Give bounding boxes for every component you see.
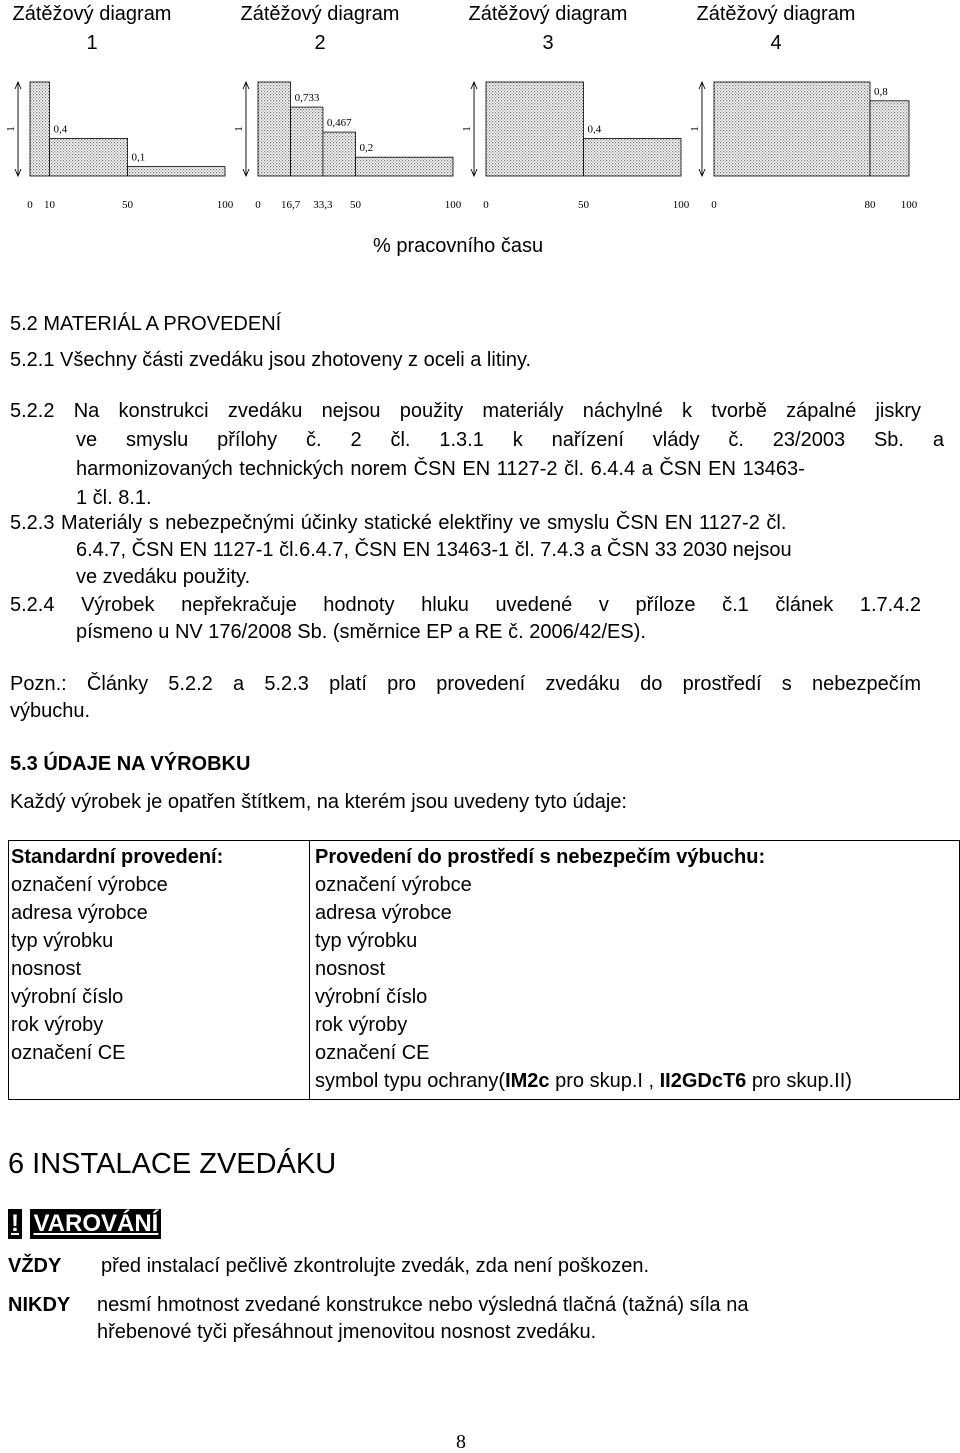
diagram-1-x-tick-label: 50 <box>122 199 133 211</box>
diagram-1-x-tick-label: 0 <box>27 199 33 211</box>
list-item: rok výroby <box>315 1014 408 1036</box>
diagram-2-bar-1 <box>258 82 291 176</box>
list-item: označení výrobce <box>11 874 168 896</box>
diagram-2-x-tick-label: 0 <box>255 199 261 211</box>
warning-mark: ! <box>8 1209 22 1239</box>
diagram-2-y-axis-label: 1 <box>233 126 245 132</box>
paragraph-5-2-2-line-2: ve smyslu přílohy č. 2 čl. 1.3.1 k nařízení vlády č. 23/2003 Sb. a <box>76 429 944 451</box>
list-item: výrobní číslo <box>11 986 124 1008</box>
list-item: označení výrobce <box>315 874 472 896</box>
list-item: výrobní číslo <box>315 986 428 1008</box>
diagram-2-value-label: 0,733 <box>294 92 320 105</box>
list-item: adresa výrobce <box>315 902 452 924</box>
paragraph-5-2-4-line-2: písmeno u NV 176/2008 Sb. (směrnice EP a RE č. 2006/42/ES). <box>76 621 646 643</box>
diagram-1-bar-1 <box>30 82 50 176</box>
warning-banner <box>8 1209 161 1239</box>
paragraph-5-2-1: 5.2.1 Všechny části zvedáku jsou zhotoveny z oceli a litiny. <box>10 349 532 371</box>
diagram-3-title: Zátěžový diagram 3 <box>468 3 628 54</box>
diagram-4-bar-2 <box>870 101 909 176</box>
note-line-1: Pozn.: Články 5.2.2 a 5.2.3 platí pro provedení zvedáku do prostředí s nebezpečím <box>10 673 921 695</box>
standard-column <box>9 841 310 1100</box>
paragraph-5-2-3-line-3: ve zvedáku použity. <box>76 566 251 588</box>
diagram-3-x-tick-label: 50 <box>578 199 589 211</box>
list-item: nosnost <box>11 958 82 980</box>
diagram-1-bar-2 <box>50 138 128 176</box>
diagram-2-bar-2 <box>291 107 323 176</box>
explosion-column <box>310 841 960 1100</box>
paragraph-5-2-4-line-1: 5.2.4 Výrobek nepřekračuje hodnoty hluku uvedené v příloze č.1 článek 1.7.4.2 <box>10 594 921 616</box>
diagram-2-x-tick-label: 33,3 <box>313 199 333 211</box>
never-label: NIKDY <box>8 1294 71 1316</box>
section-5-3-intro: Každý výrobek je opatřen štítkem, na kterém jsou uvedeny tyto údaje: <box>10 791 627 813</box>
diagram-2-bar-4 <box>356 157 454 176</box>
diagram-1-title: Zátěžový diagram 1 <box>12 3 172 54</box>
section-5-2-heading: 5.2 MATERIÁL A PROVEDENÍ <box>10 313 282 335</box>
diagram-2-bar-3 <box>323 132 356 176</box>
diagram-4-title: Zátěžový diagram 4 <box>696 3 856 54</box>
diagram-3-value-label: 0,4 <box>587 123 602 136</box>
diagram-4-value-label: 0,8 <box>874 85 888 98</box>
diagram-4-x-tick-label: 100 <box>900 199 918 211</box>
diagram-4-y-axis-label: 1 <box>689 126 701 132</box>
code-ii2gdct6: II2GDcT6 <box>659 1070 747 1092</box>
diagram-2-title: Zátěžový diagram 2 <box>240 3 400 54</box>
diagram-3-bar-2 <box>584 138 682 176</box>
standard-header: Standardní provedení: <box>11 846 224 868</box>
diagram-3-y-axis-label: 1 <box>461 126 473 132</box>
load-diagrams <box>0 64 960 220</box>
diagram-2-x-tick-label: 100 <box>444 199 462 211</box>
explosion-header: Provedení do prostředí s nebezpečím výbuchu: <box>315 846 766 868</box>
diagram-1-value-label: 0,1 <box>131 151 146 164</box>
diagram-1-x-tick-label: 100 <box>216 199 234 211</box>
diagram-1-y-axis-label: 1 <box>5 126 17 132</box>
diagram-2-x-tick-label: 50 <box>350 199 361 211</box>
section-5-3-heading: 5.3 ÚDAJE NA VÝROBKU <box>10 753 251 775</box>
paragraph-5-2-2-line-1: 5.2.2 Na konstrukci zvedáku nejsou použity materiály náchylné k tvorbě zápalné jiskry <box>10 400 921 422</box>
section-6-heading: 6 INSTALACE ZVEDÁKU <box>8 1148 337 1180</box>
list-item: typ výrobku <box>315 930 418 952</box>
diagram-1-bar-3 <box>128 167 226 176</box>
diagram-caption: % pracovního času <box>373 235 544 257</box>
list-item: označení CE <box>315 1042 430 1064</box>
diagram-2-value-label: 0,467 <box>326 117 352 130</box>
diagram-1-x-tick-label: 10 <box>44 199 55 211</box>
list-item: označení CE <box>11 1042 126 1064</box>
diagram-1-value-label: 0,4 <box>53 123 68 136</box>
protection-symbol-line: symbol typu ochrany(IM2c pro skup.I , II2GDcT6 pro skup.II) <box>315 1070 852 1092</box>
diagram-2-value-label: 0,2 <box>359 142 374 155</box>
paragraph-5-2-3-line-1: 5.2.3 Materiály s nebezpečnými účinky statické elektřiny ve smyslu ČSN EN 1127-2 čl. <box>10 512 787 534</box>
paragraph-5-2-2-line-4: 1 čl. 8.1. <box>76 487 152 509</box>
diagram-4-x-tick-label: 80 <box>864 199 876 211</box>
always-text: před instalací pečlivě zkontrolujte zvedák, zda není poškozen. <box>101 1255 650 1277</box>
warning-label: VAROVÁNÍ <box>30 1209 161 1239</box>
diagram-2-x-tick-label: 16,7 <box>280 199 301 211</box>
diagram-3-bar-1 <box>486 82 584 176</box>
never-text-line-2: hřebenové tyči přesáhnout jmenovitou nosnost zvedáku. <box>97 1321 597 1343</box>
list-item: adresa výrobce <box>11 902 148 924</box>
note-line-2: výbuchu. <box>10 700 91 722</box>
paragraph-5-2-2-line-3: harmonizovaných technických norem ČSN EN 1127-2 čl. 6.4.4 a ČSN EN 13463- <box>76 458 805 480</box>
code-im2c: IM2c <box>505 1070 550 1092</box>
list-item: typ výrobku <box>11 930 114 952</box>
diagram-3-x-tick-label: 0 <box>483 199 489 211</box>
nameplate-table <box>8 840 960 1100</box>
diagram-4-x-tick-label: 0 <box>711 199 717 211</box>
never-text-line-1: nesmí hmotnost zvedané konstrukce nebo výsledná tlačná (tažná) síla na <box>97 1294 749 1316</box>
page-number: 8 <box>456 1431 466 1453</box>
list-item: nosnost <box>315 958 386 980</box>
list-item: rok výroby <box>11 1014 104 1036</box>
diagram-3-x-tick-label: 100 <box>672 199 690 211</box>
paragraph-5-2-3-line-2: 6.4.7, ČSN EN 1127-1 čl.6.4.7, ČSN EN 13463-1 čl. 7.4.3 a ČSN 33 2030 nejsou <box>76 539 792 561</box>
always-label: VŽDY <box>8 1255 62 1277</box>
diagram-4-bar-1 <box>714 82 870 176</box>
